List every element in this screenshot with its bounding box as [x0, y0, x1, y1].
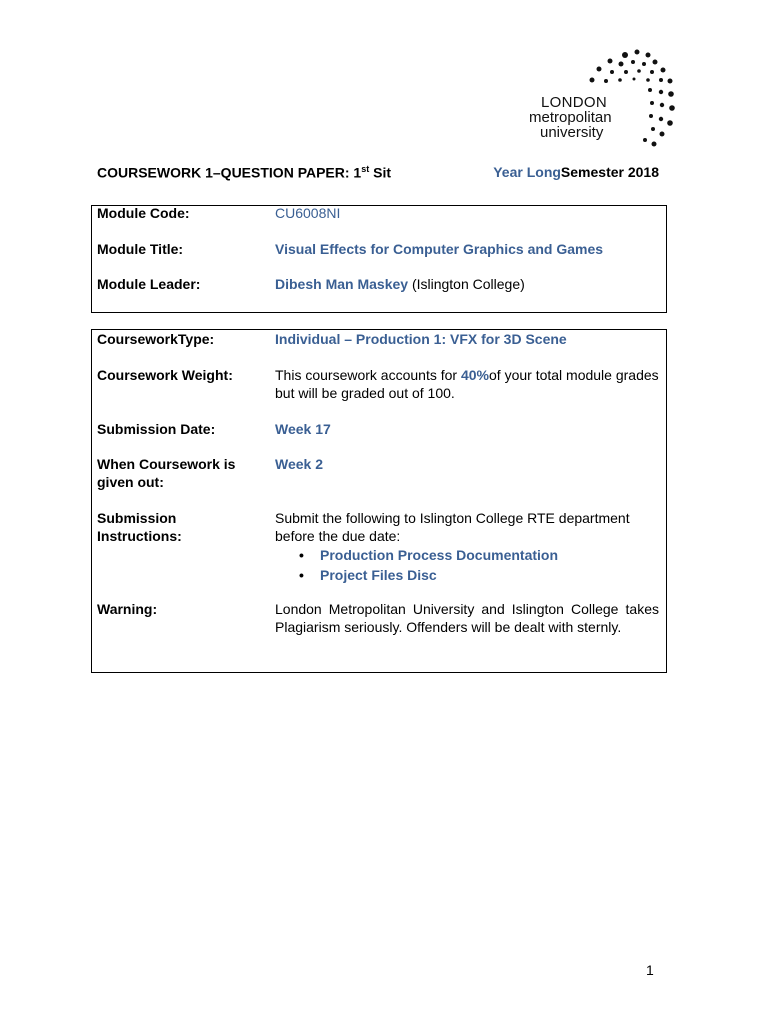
year-long-label: Year Long: [493, 164, 561, 180]
submission-date-value: Week 17: [275, 421, 331, 437]
semester-label: Semester 2018: [560, 164, 659, 180]
logo-line-university: university: [540, 124, 604, 141]
warning-label: Warning:: [97, 601, 158, 617]
module-info-box: [91, 205, 667, 313]
submission-instructions-text: Submit the following to Islington College RTE department before the due date:: [275, 510, 630, 544]
coursework-weight-label: Coursework Weight:: [97, 367, 233, 383]
submission-instructions-label: Submission Instructions:: [97, 510, 182, 544]
submission-items-list: [275, 545, 659, 585]
module-leader-name: Dibesh Man Maskey: [275, 276, 409, 292]
paper-heading: [97, 164, 659, 184]
page-number: 1: [646, 962, 654, 978]
submission-item: [275, 545, 659, 565]
paper-title-main: COURSEWORK 1–QUESTION PAPER: 1: [97, 164, 362, 181]
paper-term: [493, 164, 659, 180]
submission-item-text: Project Files Disc: [320, 567, 437, 583]
module-title-value: Visual Effects for Computer Graphics and Games: [275, 241, 604, 257]
coursework-type-label: CourseworkType:: [97, 331, 215, 347]
module-leader-value: [275, 275, 659, 293]
submission-instructions-value: [275, 509, 659, 585]
module-title-label: Module Title:: [97, 241, 184, 257]
coursework-type-value: Individual – Production 1: VFX for 3D Scene: [275, 331, 567, 347]
paper-title-end: Sit: [369, 164, 392, 181]
warning-text: London Metropolitan University and Islington College takes Plagiarism seriously. Offenders will be dealt with sternly.: [275, 601, 659, 635]
paper-title-superscript: st: [361, 164, 370, 174]
university-logo: [526, 48, 678, 154]
module-code-value: CU6008NI: [275, 205, 341, 221]
module-code-label: Module Code:: [97, 205, 190, 221]
coursework-weight-value: [275, 366, 659, 402]
module-leader-label: Module Leader:: [97, 276, 201, 292]
given-out-value: Week 2: [275, 456, 323, 472]
weight-text-post: of your total module grades but will be graded out of 100.: [275, 367, 659, 401]
bullet-icon: •: [299, 567, 304, 583]
submission-date-label: Submission Date:: [97, 421, 216, 437]
weight-text-pre: This coursework accounts for: [275, 367, 461, 383]
bullet-icon: •: [299, 547, 304, 563]
weight-percentage: 40%: [460, 367, 489, 383]
logo-line-metropolitan: metropolitan: [529, 109, 612, 126]
given-out-label: When Coursework is given out:: [97, 456, 236, 490]
logo-line-london: LONDON: [541, 94, 607, 111]
coursework-info-box: [91, 329, 667, 673]
university-wordmark: [529, 95, 612, 140]
submission-item-text: Production Process Documentation: [320, 547, 559, 563]
module-leader-affiliation: (Islington College): [408, 276, 525, 292]
submission-item: [275, 565, 659, 585]
paper-title: [97, 164, 391, 181]
